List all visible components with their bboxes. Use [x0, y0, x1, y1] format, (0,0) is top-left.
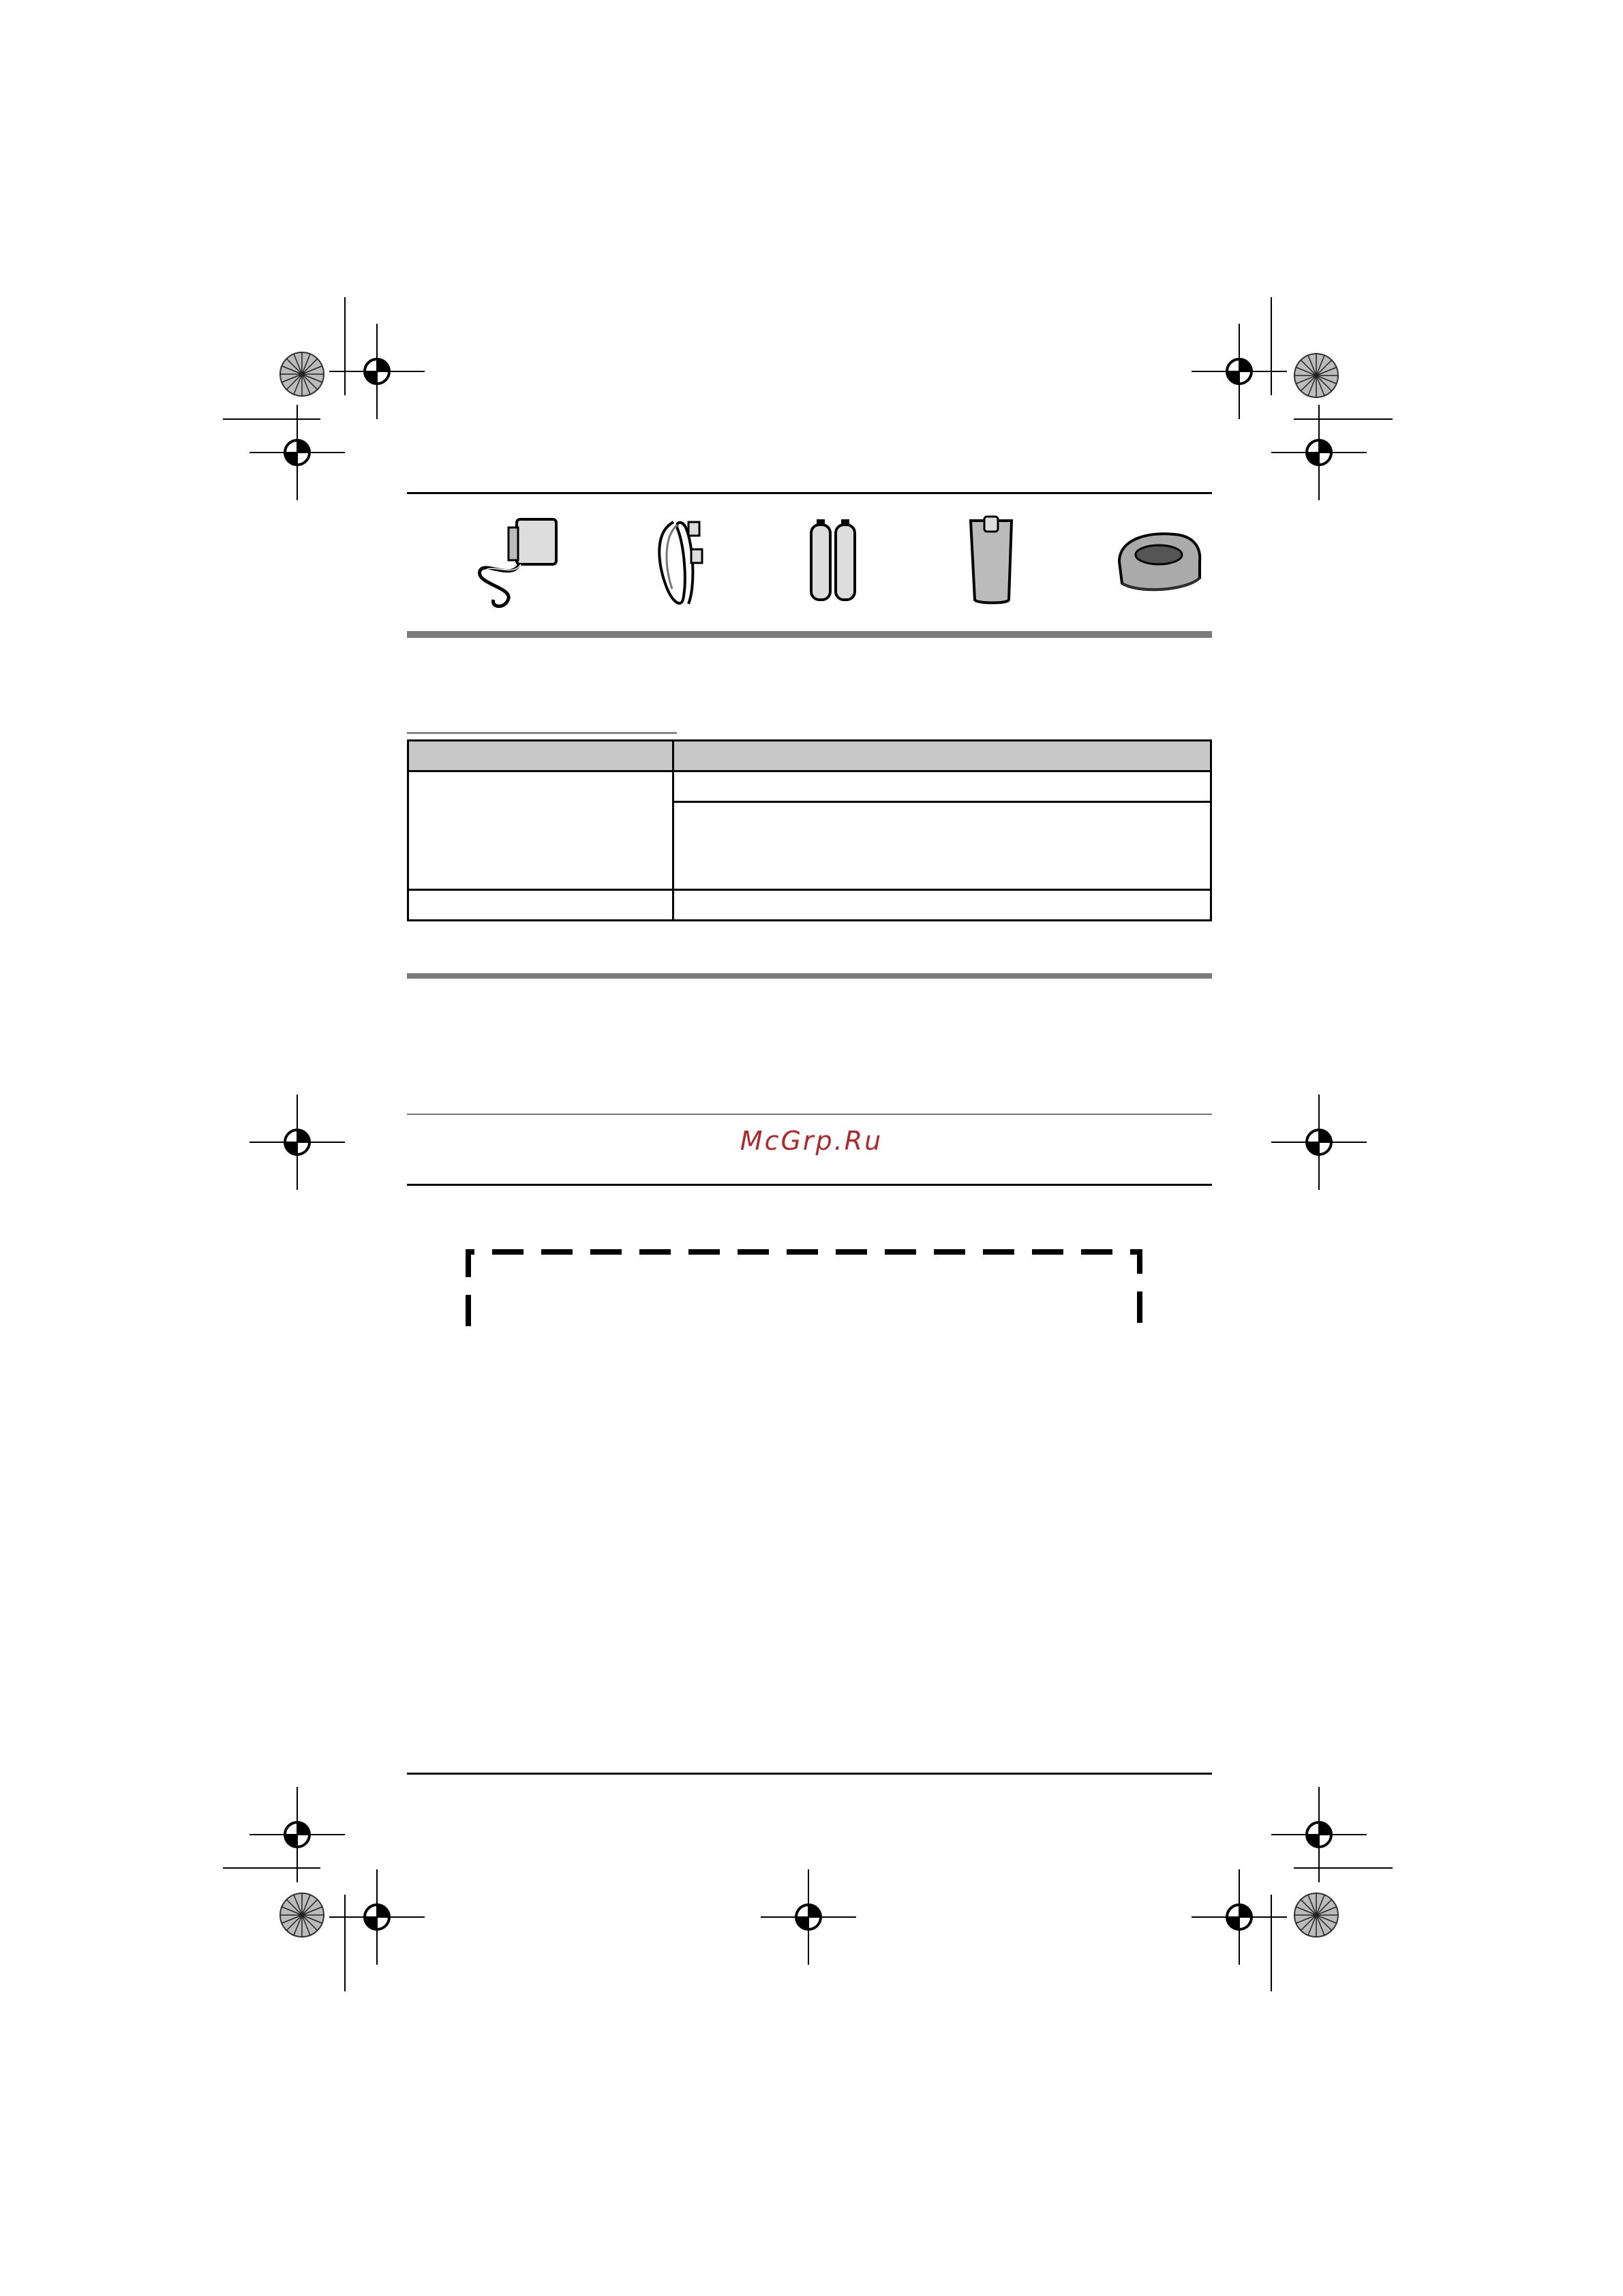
- watermark-text: McGrp.Ru: [740, 1126, 883, 1156]
- table-row: [408, 771, 1211, 802]
- footer-rule: [407, 1773, 1212, 1775]
- table-header-cell: [408, 741, 673, 771]
- accessories-top-rule: [407, 492, 1212, 494]
- ac-adaptor-icon: [470, 512, 573, 615]
- table-header-cell: [673, 741, 1211, 771]
- spec-table: [407, 739, 1212, 921]
- belt-clip-icon: [952, 512, 1033, 615]
- table-cell: [673, 771, 1211, 802]
- table-cell: [408, 890, 673, 921]
- watermark-bottom-rule: [407, 1184, 1212, 1186]
- table-cell: [673, 890, 1211, 921]
- table-row: [408, 890, 1211, 921]
- charger-icon: [1106, 512, 1208, 615]
- section-divider-band: [407, 973, 1212, 979]
- telephone-line-cord-icon: [646, 512, 728, 615]
- dashed-frame: [457, 1240, 1159, 1329]
- table-cell: [408, 771, 673, 890]
- table-cell: [673, 802, 1211, 890]
- rechargeable-batteries-icon: [796, 512, 878, 615]
- table-caption-rule: [407, 732, 677, 734]
- table-row: [408, 741, 1211, 771]
- watermark-top-rule: [407, 1114, 1212, 1115]
- accessories-bottom-band: [407, 631, 1212, 638]
